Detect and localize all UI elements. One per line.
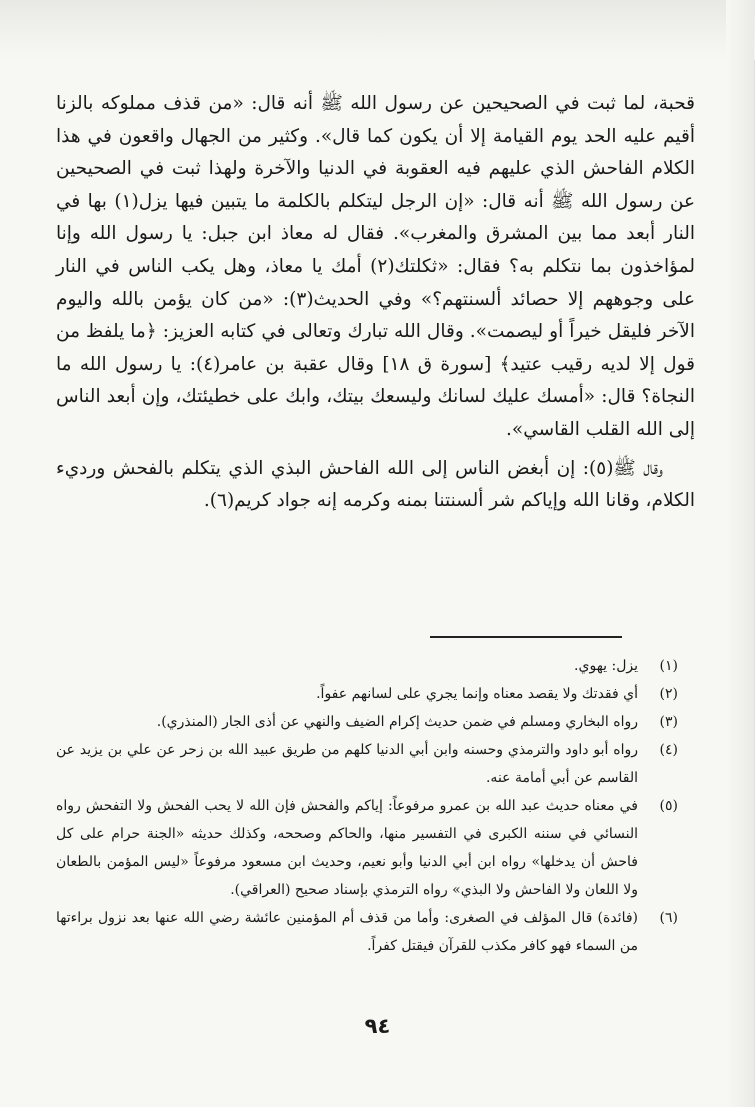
footnote-text: (فائدة) قال المؤلف في الصغرى: وأما من قذف أم المؤمنين عائشة رضي الله عنها بعد نزول براءتها من السماء فهو كافر مكذب للقرآن فيقتل كفراً. — [56, 910, 638, 954]
footnote-item — [56, 652, 678, 680]
footnote-item — [56, 792, 678, 904]
footnote-separator — [430, 636, 622, 638]
footnote-item — [56, 680, 678, 708]
footnote-number: (١) — [659, 658, 678, 674]
footnote-text: رواه البخاري ومسلم في ضمن حديث إكرام الضيف والنهي عن أذى الجار (المنذري). — [156, 714, 638, 730]
page-number: ٩٤ — [364, 1014, 391, 1038]
paragraph-1: قحبة، لما ثبت في الصحيحين عن رسول الله ﷺ أنه قال: «من قذف مملوكه بالزنا أقيم عليه الحد يوم القيامة إلا أن يكون كما قال». وكثير من الجهال واقعون في هذا الكلام الفاحش الذي عليهم فيه العقوبة في الدنيا والآخرة ولهذا ثبت في الصحيحين عن رسول الله ﷺ أنه قال: «إن الرجل ليتكلم بالكلمة ما يتبين فيها يزل(١) بها في النار أبعد مما بين المشرق والمغرب». فقال له معاذ ابن جبل: يا رسول الله وإنا لمؤاخذون بما نتكلم به؟ فقال: «ثكلتك(٢) أمك يا معاذ، وهل يكب الناس في النار على وجوههم إلا حصائد ألسنتهم؟» وفي الحديث(٣): «من كان يؤمن بالله واليوم الآخر فليقل خيراً أو ليصمت». وقال الله تبارك وتعالى في كتابه العزيز: ﴿ما يلفظ من قول إلا لديه رقيب عتيد﴾ [سورة ق ١٨] وقال عقبة بن عامر(٤): يا رسول الله ما النجاة؟ قال: «أمسك عليك لسانك وليسعك بيتك، وابك على خطيئتك، وإن أبعد الناس إلى الله القلب القاسي». — [56, 93, 695, 440]
footnote-item — [56, 904, 678, 960]
footnote-number: (٥) — [659, 798, 678, 814]
footnote-number: (٦) — [659, 910, 678, 926]
footnote-number: (٤) — [659, 742, 678, 758]
paragraph-2: وقال ﷺ(٥): إن أبغض الناس إلى الله الفاحش البذي الذي يتكلم بالفحش ورديء الكلام، وقانا الله وإياكم شر ألسنتنا بمنه وكرمه إنه جواد كريم(٦). — [56, 457, 695, 512]
footnote-item — [56, 736, 678, 792]
scan-shadow-top — [0, 0, 755, 60]
footnote-text: في معناه حديث عبد الله بن عمرو مرفوعاً: إياكم والفحش فإن الله لا يحب الفحش ولا التفحش رواه النسائي في سننه الكبرى في التفسير منها، والحاكم وصححه، وكذلك حديثه «الجنة حرام على كل فاحش أن يدخلها» رواه ابن أبي الدنيا وأبو نعيم، وحديث ابن مسعود مرفوعاً «ليس المؤمن بالطعان ولا اللعان ولا الفاحش ولا البذي» رواه الترمذي بإسناد صحيح (العراقي). — [56, 798, 638, 898]
scan-shadow-right — [726, 0, 754, 1107]
footnotes — [56, 652, 678, 960]
footnote-item — [56, 708, 678, 736]
footnote-text: أي فقدتك ولا يقصد معناه وإنما يجري على لسانهم عفواً. — [316, 686, 638, 702]
main-text — [56, 88, 695, 518]
footnote-number: (٢) — [659, 686, 678, 702]
footnote-number: (٣) — [659, 714, 678, 730]
footnote-text: رواه أبو داود والترمذي وحسنه وابن أبي الدنيا كلهم من طريق عبيد الله بن زحر عن علي بن يزيد عن القاسم عن أبي أمامة عنه. — [56, 742, 638, 786]
footnote-text: يزل: يهوي. — [574, 658, 638, 674]
